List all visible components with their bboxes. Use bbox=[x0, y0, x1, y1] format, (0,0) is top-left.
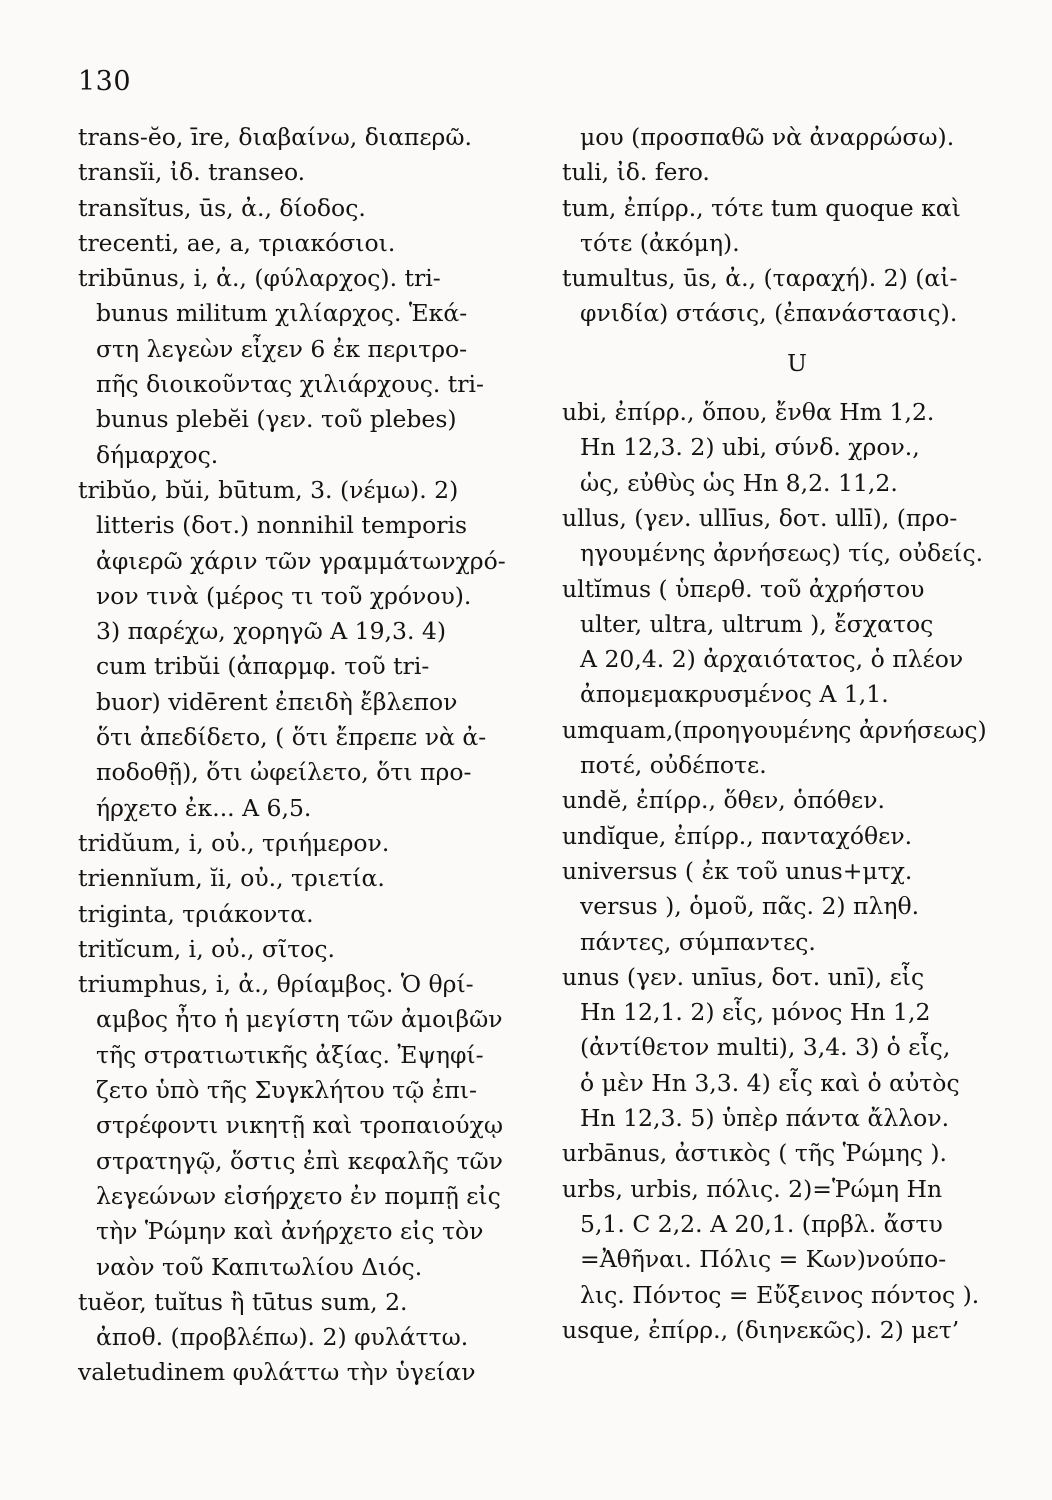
entry-headword-line: tum, ἐπίρρ., τότε tum quoque καὶ bbox=[562, 193, 961, 222]
entry-continuation-line: bunus plebĕi (γεν. τοῦ plebes) bbox=[96, 405, 457, 434]
entry-continuation-line: μου (προσπαθῶ νὰ ἀναρρώσω). bbox=[580, 123, 955, 151]
entry-headword-line: undĕ, ἐπίρρ., ὅθεν, ὁπόθεν. bbox=[562, 786, 885, 815]
entry-headword-line: tuĕor, tuĭtus ἢ tūtus sum, 2. bbox=[78, 1287, 408, 1316]
entry-headword-line: urbānus, ἀστικὸς ( τῆς Ῥώμης ). bbox=[562, 1139, 947, 1168]
section-gap bbox=[562, 381, 1032, 395]
entry-headword-line: ubi, ἐπίρρ., ὅπου, ἔνθα Hm 1,2. bbox=[562, 398, 935, 427]
entry-headword-line: urbs, urbis, πόλις. 2)=Ῥώμη Hn bbox=[562, 1174, 943, 1203]
entry-headword-line: tritĭcum, i, οὐ., σῖτος. bbox=[78, 934, 336, 963]
entry-headword-line: ullus, (γεν. ullīus, δοτ. ullī), (προ- bbox=[562, 503, 958, 532]
entry-continuation-line: τῆς στρατιωτικῆς ἀξίας. Ἐψηφί- bbox=[96, 1040, 484, 1069]
entry-continuation-line: φνιδία) στάσις, (ἐπανάστασις). bbox=[580, 299, 958, 328]
entry-headword-line: ultĭmus ( ὑπερθ. τοῦ ἀχρήστου bbox=[562, 574, 925, 603]
entry-continuation-line: ποδοθῇ), ὅτι ὠφείλετο, ὅτι προ- bbox=[96, 758, 472, 787]
entry-continuation-line: στρέφοντι νικητῇ καὶ τροπαιούχῳ bbox=[96, 1111, 503, 1140]
entry-continuation-line: τὴν Ῥώμην καὶ ἀνήρχετο εἰς τὸν bbox=[96, 1217, 484, 1246]
entry-continuation-line: λεγεώνων εἰσήρχετο ἐν πομπῇ εἰς bbox=[96, 1181, 501, 1210]
entry-continuation-line: litteris (δοτ.) nonnihil temporis bbox=[96, 511, 468, 540]
entry-continuation-line: ὡς, εὐθὺς ὡς Hn 8,2. 11,2. bbox=[580, 468, 898, 497]
entry-continuation-line: ulter, ultra, ultrum ), ἔσχατος bbox=[580, 609, 934, 638]
entry-continuation-line: στη λεγεὼν εἶχεν 6 ἐκ περιτρο- bbox=[96, 334, 468, 363]
entry-continuation-line: ζετο ὑπὸ τῆς Συγκλήτου τῷ ἐπι- bbox=[96, 1076, 477, 1105]
entry-continuation-line: πῆς διοικοῦντας χιλιάρχους. tri- bbox=[96, 370, 484, 399]
entry-headword-line: tridŭum, i, οὐ., τριήμερον. bbox=[78, 828, 390, 857]
entry-headword-line: unus (γεν. unīus, δοτ. unī), εἷς bbox=[562, 962, 925, 991]
entry-headword-line: trecenti, ae, a, τριακόσιοι. bbox=[78, 228, 396, 257]
entry-continuation-line: νον τινὰ (μέρος τι τοῦ χρόνου). bbox=[96, 581, 472, 610]
entry-continuation-line: Hn 12,1. 2) εἷς, μόνος Hn 1,2 bbox=[580, 998, 931, 1027]
section-letter-heading: U bbox=[787, 348, 807, 377]
right-column bbox=[562, 120, 1032, 1348]
entry-headword-line: usque, ἐπίρρ., (διηνεκῶς). 2) μετ’ bbox=[562, 1315, 960, 1344]
entry-headword-line: tribūnus, i, ἀ., (φύλαρχος). tri- bbox=[78, 264, 441, 293]
left-column bbox=[78, 120, 538, 1391]
entry-continuation-line: 5,1. C 2,2. A 20,1. (πρβλ. ἄστυ bbox=[580, 1209, 943, 1238]
entry-continuation-line: λις. Πόντος = Εὔξεινος πόντος ). bbox=[580, 1280, 980, 1309]
entry-continuation-line: cum tribŭi (ἀπαρμφ. τοῦ tri- bbox=[96, 652, 430, 681]
entry-continuation-line: ήρχετο ἐκ... A 6,5. bbox=[96, 793, 312, 822]
entry-headword-line: trans-ĕo, īre, διαβαίνω, διαπερῶ. bbox=[78, 123, 473, 151]
section-gap bbox=[562, 332, 1032, 346]
entry-headword-line: umquam,(προηγουμένης ἀρνήσεως) bbox=[562, 715, 987, 744]
entry-headword-line: triumphus, i, ἀ., θρίαμβος. Ὁ θρί- bbox=[78, 970, 474, 999]
entry-continuation-line: ἀποθ. (προβλέπω). 2) φυλάττω. bbox=[96, 1323, 469, 1352]
entry-continuation-line: ηγουμένης ἀρνήσεως) τίς, οὐδείς. bbox=[580, 539, 984, 568]
entry-continuation-line: στρατηγῷ, ὅστις ἐπὶ κεφαλῆς τῶν bbox=[96, 1146, 503, 1175]
entry-continuation-line: A 20,4. 2) ἀρχαιότατος, ὁ πλέον bbox=[580, 645, 964, 674]
entry-headword-line: universus ( ἐκ τοῦ unus+μτχ. bbox=[562, 856, 913, 885]
entry-headword-line: undĭque, ἐπίρρ., πανταχόθεν. bbox=[562, 821, 913, 850]
entry-headword-line: transĭtus, ūs, ἀ., δίοδος. bbox=[78, 193, 366, 222]
entry-headword-line: tumultus, ūs, ἀ., (ταραχή). 2) (αἰ- bbox=[562, 264, 958, 293]
entry-headword-line: tuli, ἰδ. fero. bbox=[562, 158, 710, 187]
entry-continuation-line: =Ἀθῆναι. Πόλις = Κων)νούπο- bbox=[580, 1245, 947, 1274]
entry-continuation-line: bunus militum χιλίαρχος. Ἑκά- bbox=[96, 299, 468, 328]
entry-continuation-line: ὅτι ἀπεδίδετο, ( ὅτι ἔπρεπε νὰ ἀ- bbox=[96, 723, 487, 752]
entry-continuation-line: buor) vidērent ἐπειδὴ ἔβλεπον bbox=[96, 687, 458, 716]
entry-headword-line: transĭi, ἰδ. transeo. bbox=[78, 158, 306, 187]
entry-continuation-line: Hn 12,3. 5) ὑπὲρ πάντα ἄλλον. bbox=[580, 1104, 950, 1133]
entry-headword-line: valetudinem φυλάττω τὴν ὑγείαν bbox=[78, 1358, 476, 1387]
entry-continuation-line: ποτέ, οὐδέποτε. bbox=[580, 751, 767, 780]
entry-continuation-line: 3) παρέχω, χορηγῶ A 19,3. 4) bbox=[96, 617, 447, 646]
entry-continuation-line: ναὸν τοῦ Καπιτωλίου Διός. bbox=[96, 1252, 423, 1281]
entry-continuation-line: Hn 12,3. 2) ubi, σύνδ. χρον., bbox=[580, 433, 920, 462]
entry-continuation-line: αμβος ἦτο ἡ μεγίστη τῶν ἀμοιβῶν bbox=[96, 1005, 503, 1034]
entry-continuation-line: δήμαρχος. bbox=[96, 440, 219, 469]
entry-continuation-line: versus ), ὁμοῦ, πᾶς. 2) πληθ. bbox=[580, 892, 920, 921]
entry-headword-line: triginta, τριάκοντα. bbox=[78, 899, 314, 928]
entry-continuation-line: ὁ μὲν Hn 3,3. 4) εἷς καὶ ὁ αὐτὸς bbox=[580, 1068, 960, 1097]
entry-continuation-line: ἀπομεμακρυσμένος A 1,1. bbox=[580, 680, 889, 709]
entry-headword-line: triennĭum, ĭi, οὐ., τριετία. bbox=[78, 864, 385, 893]
page-number: 130 bbox=[78, 66, 132, 97]
entry-continuation-line: (ἀντίθετον multi), 3,4. 3) ὁ εἷς, bbox=[580, 1033, 951, 1062]
entry-continuation-line: τότε (ἀκόμη). bbox=[580, 228, 740, 257]
entry-continuation-line: πάντες, σύμπαντες. bbox=[580, 927, 816, 956]
entry-headword-line: tribŭo, bŭi, būtum, 3. (νέμω). 2) bbox=[78, 475, 459, 504]
entry-continuation-line: ἀφιερῶ χάριν τῶν γραμμάτωνχρό- bbox=[96, 546, 506, 575]
